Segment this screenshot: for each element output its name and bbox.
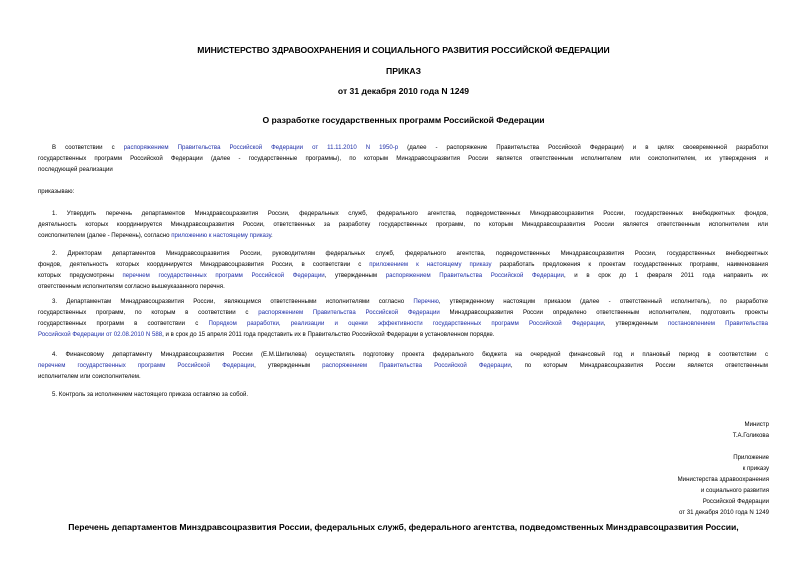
signature-position: Министр	[744, 421, 769, 428]
appendix-line-6: от 31 декабря 2010 года N 1249	[678, 509, 769, 516]
resolution-link[interactable]: постановлением Правительства	[667, 320, 768, 327]
intro-line-3: последующей реализации	[38, 166, 113, 173]
signature-name: Т.А.Голикова	[732, 432, 769, 439]
item-5-paragraph: 5. Контроль за исполнением настоящего приказа оставляю за собой.	[52, 391, 249, 398]
decree-1950-link[interactable]: распоряжением Правительства Российской Федерации от 11.11.2010 N 1950-р	[123, 144, 399, 151]
item-3-text-b: , утвержденному настоящим приказом (далее - ответственный исполнитель), по разработке	[438, 298, 768, 305]
appendix-title: Перечень департаментов Минздравсоцразвития России, федеральных служб, федерального агентства, подведомственных Минздравсоцразвития России,	[68, 522, 739, 532]
intro-text-b: (далее - распоряжение Правительства Российской Федерации) и в целях своевременной разработки	[398, 144, 769, 151]
list-link[interactable]: Перечню	[413, 298, 439, 305]
item-2-text-d: , утвержденным	[324, 272, 386, 279]
appendix-line-2: к приказу	[742, 465, 769, 472]
item-1-text-a: соисполнителем (далее - Перечень), согласно	[38, 232, 172, 239]
item-4-text-a: , утвержденным	[254, 362, 323, 369]
item-4-text-b: , по которым Минздравсоцразвития России является ответственным	[510, 362, 768, 369]
item-3-paragraph	[38, 296, 768, 340]
appendix-link[interactable]: приложению к настоящему приказу	[171, 232, 272, 239]
item-2-line-2	[38, 259, 768, 270]
item-2-line-1: 2. Директорам департаментов Минздравсоцразвития России, руководителям федеральных служб, федерального агентства, подведомственных Минздравсоцразвития России, государственных внебюджетных	[52, 250, 768, 257]
item-2-paragraph	[38, 248, 768, 292]
appendix-block	[678, 452, 769, 518]
item-4-line-1: 4. Финансовому департаменту Минздравсоцразвития России (Е.М.Шипилева) осуществлять подготовку проекта федерального бюджета на очередной финансовый год и плановый период в соответствии с	[52, 351, 768, 358]
item-1-line-2: деятельность которых координируется Минздравсоцразвития России, ответственных за разработку государственных программ, по которым Минздравсоцразвития России является ответственным исполнителем или	[38, 221, 768, 228]
item-2-text-b: разработать предложения к проектам государственных программ, наименования	[491, 261, 768, 268]
document-date: от 31 декабря 2010 года N 1249	[337, 86, 470, 96]
item-3-text-g: , и в срок до 15 апреля 2011 года представить их в Правительство Российской Федерации в установленном порядке.	[162, 331, 495, 338]
item-3-text-f: , утвержденным	[603, 320, 668, 327]
intro-paragraph	[38, 142, 768, 175]
signature-block	[733, 419, 769, 441]
programs-list-link[interactable]: перечнем государственных программ Российской Федерации	[122, 272, 325, 279]
item-4-paragraph	[38, 349, 768, 382]
appendix-line-5: Российской Федерации	[702, 498, 769, 505]
appendix-line-4: и социального развития	[700, 487, 769, 494]
item-4-line-2	[38, 360, 768, 371]
item-3-text-e: государственных программ в соответствии с	[38, 320, 209, 327]
item-3-text-d: Минздравсоцразвития России определено ответственным исполнителем, подготовить проекты	[439, 309, 768, 316]
item-1-text-b: .	[271, 232, 273, 239]
item-3-line-2	[38, 307, 768, 318]
appendix-link-2[interactable]: приложением к настоящему приказу	[369, 261, 492, 268]
item-1-paragraph	[38, 208, 768, 241]
government-order-link-2[interactable]: распоряжением Правительства Российской Федерации	[258, 309, 440, 316]
appendix-line-1: Приложение	[733, 454, 769, 461]
document-type-heading: ПРИКАЗ	[386, 66, 421, 76]
item-3-line-3	[38, 318, 768, 329]
ministry-heading: МИНИСТЕРСТВО ЗДРАВООХРАНЕНИЯ И СОЦИАЛЬНОГО РАЗВИТИЯ РОССИЙСКОЙ ФЕДЕРАЦИИ	[197, 45, 610, 55]
intro-text-a: В соответствии с	[52, 144, 124, 151]
item-2-text-c: которых предусмотрены	[38, 272, 123, 279]
procedure-link[interactable]: Порядком разработки, реализации и оценки эффективности государственных программ Российской Федерации	[208, 320, 604, 327]
item-3-line-1	[38, 296, 768, 307]
item-2-line-4: ответственным исполнителям согласно вышеуказанного перечня.	[38, 283, 225, 290]
intro-line-2: государственных программ Российской Федерации (далее - государственные программы), по которым Минздравсоцразвития России является ответственным исполнителем или соисполнителем, их утверждения и	[38, 155, 768, 162]
appendix-line-3: Министерства здравоохранения	[677, 476, 769, 483]
intro-line-1	[38, 142, 768, 153]
programs-list-link-2[interactable]: перечнем государственных программ Российской Федерации	[38, 362, 255, 369]
item-4-line-3: исполнителем или соисполнителем.	[38, 373, 141, 380]
item-3-text-c: государственных программ, по которым в соответствии с	[38, 309, 259, 316]
item-2-text-e: , и в срок до 1 февраля 2011 года направить их	[563, 272, 768, 279]
item-3-line-4	[38, 329, 768, 340]
item-1-line-1: 1. Утвердить перечень департаментов Минздравсоцразвития России, федеральных служб, федерального агентства, подведомственных Минздравсоцразвития России, государственных внебюджетных фондов,	[52, 210, 768, 217]
document-subject: О разработке государственных программ Российской Федерации	[262, 115, 545, 125]
government-order-link-3[interactable]: распоряжением Правительства Российской Федерации	[322, 362, 511, 369]
item-2-text-a: фондов, деятельность которых координируется Минздравсоцразвития России, в соответствии с	[38, 261, 370, 268]
item-2-line-3	[38, 270, 768, 281]
order-word: приказываю:	[38, 188, 75, 195]
item-3-text-a: 3. Департаментам Минздравсоцразвития России, являющимся ответственными исполнителями согласно	[52, 298, 414, 305]
government-order-link[interactable]: распоряжением Правительства Российской Федерации	[385, 272, 564, 279]
item-1-line-3	[38, 230, 768, 241]
resolution-588-link[interactable]: Российской Федерации от 02.08.2010 N 588	[38, 331, 163, 338]
